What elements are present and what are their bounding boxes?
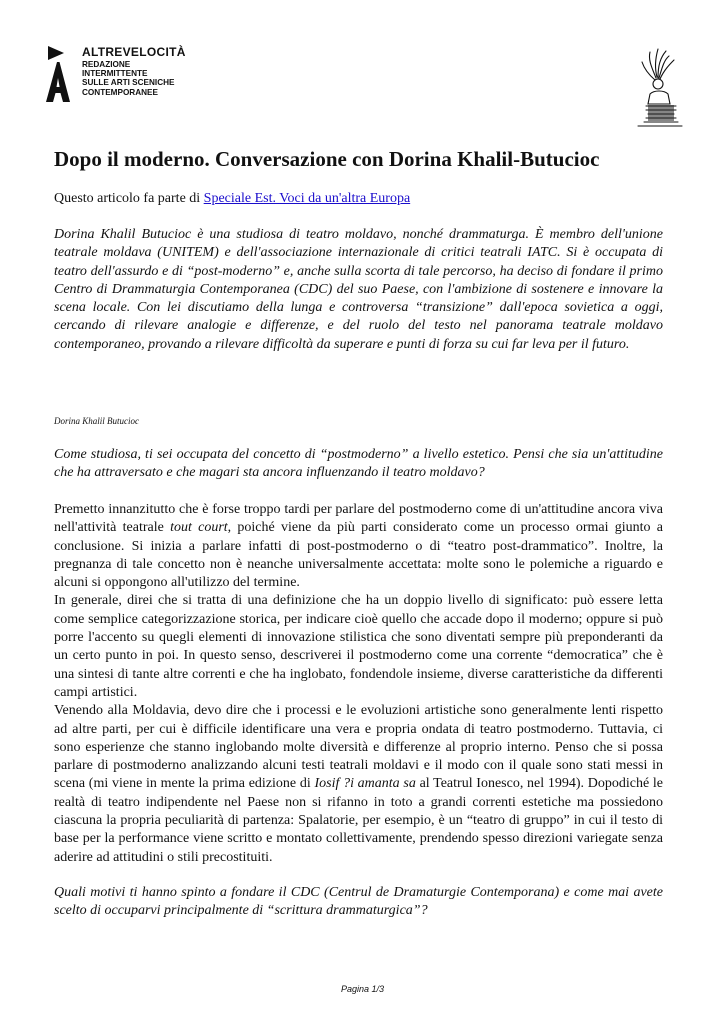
logo-text: [82, 46, 186, 97]
logo-subtitle-line: INTERMITTENTE: [82, 69, 148, 79]
answer-paragraph: [54, 702, 663, 867]
answer-emphasis: Iosif ?i amanta sa: [314, 776, 416, 792]
logo-subtitle-line: CONTEMPORANEE: [82, 87, 158, 97]
logo-subtitle-line: REDAZIONE: [82, 60, 131, 69]
logo-subtitle: [82, 60, 186, 97]
logo-title: ALTREVELOCITÀ: [82, 45, 186, 59]
answer-text: Venendo alla Moldavia, devo dire che i processi e le evoluzioni artistiche sono generalmente lenti rispetto ad altre parti, per cui è difficile identificare una vera e propria ondata di teatro postmoderno. Tuttavia, ci sono esperienze che stanno inglobando molte diversità e differenze al proprio interno. Penso che si possa parlare di postmoderno analizzando alcuni testi teatrali moldavi e il modo con il quale sono stati messi in scena (mi viene in mente la prima edizione di: [54, 703, 663, 792]
image-caption: Dorina Khalil Butucioc: [54, 416, 139, 426]
interview-question: Come studiosa, ti sei occupata del concetto di “postmoderno” a livello estetico. Pensi che sia un'attitudine che ha attraversato e che magari sta ancora influenzando il teatro moldavo?: [54, 447, 663, 481]
interview-answer: [54, 501, 663, 867]
series-prefix: Questo articolo fa parte di: [54, 191, 204, 206]
interview-question: Quali motivi ti hanno spinto a fondare il CDC (Centrul de Dramaturgie Contemporana) e come mai avete scelto di occuparvi principalmente di “scrittura drammaturgica”?: [54, 885, 663, 919]
series-note: [54, 189, 674, 209]
page-header: [0, 0, 725, 130]
logo-subtitle-line: SULLE ARTI SCENICHE: [82, 78, 175, 88]
answer-paragraph: In generale, direi che si tratta di una definizione che ha un doppio livello di significato: può essere letta come semplice categorizzazione storica, per indicare cioè quello che accade dopo il moderno; oppure si può porre l'accento su quegli elementi di innovazione stilistica che sono diventati sempre più preponderanti da un certo punto in poi. In questo senso, descriverei il postmoderno come una corrente “democratica” che è una sintesi di tante altre correnti e che ha inglobato, fondendole insieme, diverse caratteristiche da differenti campi artistici.: [54, 593, 663, 700]
article-intro: Dorina Khalil Butucioc è una studiosa di teatro moldavo, nonché drammaturga. È membro dell'unione teatrale moldava (UNITEM) e dell'associazione internazionale di critici teatrali IATC. Si è occupata di teatro dell'assurdo e di “post-moderno” e, anche sulla scorta di tale percorso, ha deciso di fondare il primo Centro di Drammaturgia Contemporanea (CDC) del suo Paese, con l'ambizione di sostenere e innovare la scena locale. Con lei discutiamo della lunga e controversa “transizione” dall'epoca sovietica a oggi, cercando di rilevare analogie e differenze, e del ruolo del testo nel panorama teatrale moldavo contemporaneo, provando a rilevare difficoltà da superare e punti di forza su cui far leva per il futuro.: [54, 227, 663, 352]
answer-text: al Teatrul Ionesco, nel 1994). Dopodiché le realtà di teatro indipendente nel Paese non si rifanno in toto a grandi correnti estetiche ma possiedono ciascuna la propria peculiarità di partenza: Spalatorie, per esempio, è un “teatro di gruppo” in cui il testo di base per la performance viene scritto e montato collettivamente, prendendo spesso direzioni variegate senza aderire ad attitudini o stili precostituiti.: [54, 776, 664, 865]
article-title: Dopo il moderno. Conversazione con Dorina Khalil-Butucioc: [54, 147, 600, 171]
reader-sketch-illustration: [636, 48, 684, 128]
series-link[interactable]: Speciale Est. Voci da un'altra Europa: [203, 191, 411, 206]
page-number: Pagina 1/3: [340, 984, 385, 994]
answer-emphasis: tout court: [170, 520, 228, 536]
answer-text: , poiché viene da più parti considerato come un processo ormai giunto a conclusione. Si inizia a parlare infatti di post-postmoderno o di “teatro post-drammatico”. Inoltre, la pregnanza di tale concetto non è neanche universalmente accettata: molte sono le polemiche a riguardo e alcuni si oppongono all'utilizzo del termine.: [54, 520, 663, 591]
answer-text: Premetto innanzitutto che è forse troppo tardi per parlare del postmoderno come di un'attitudine ancora viva nell'attività teatrale: [54, 502, 663, 536]
answer-paragraph: [54, 501, 663, 592]
altrevelocita-logo-icon: [42, 44, 72, 104]
